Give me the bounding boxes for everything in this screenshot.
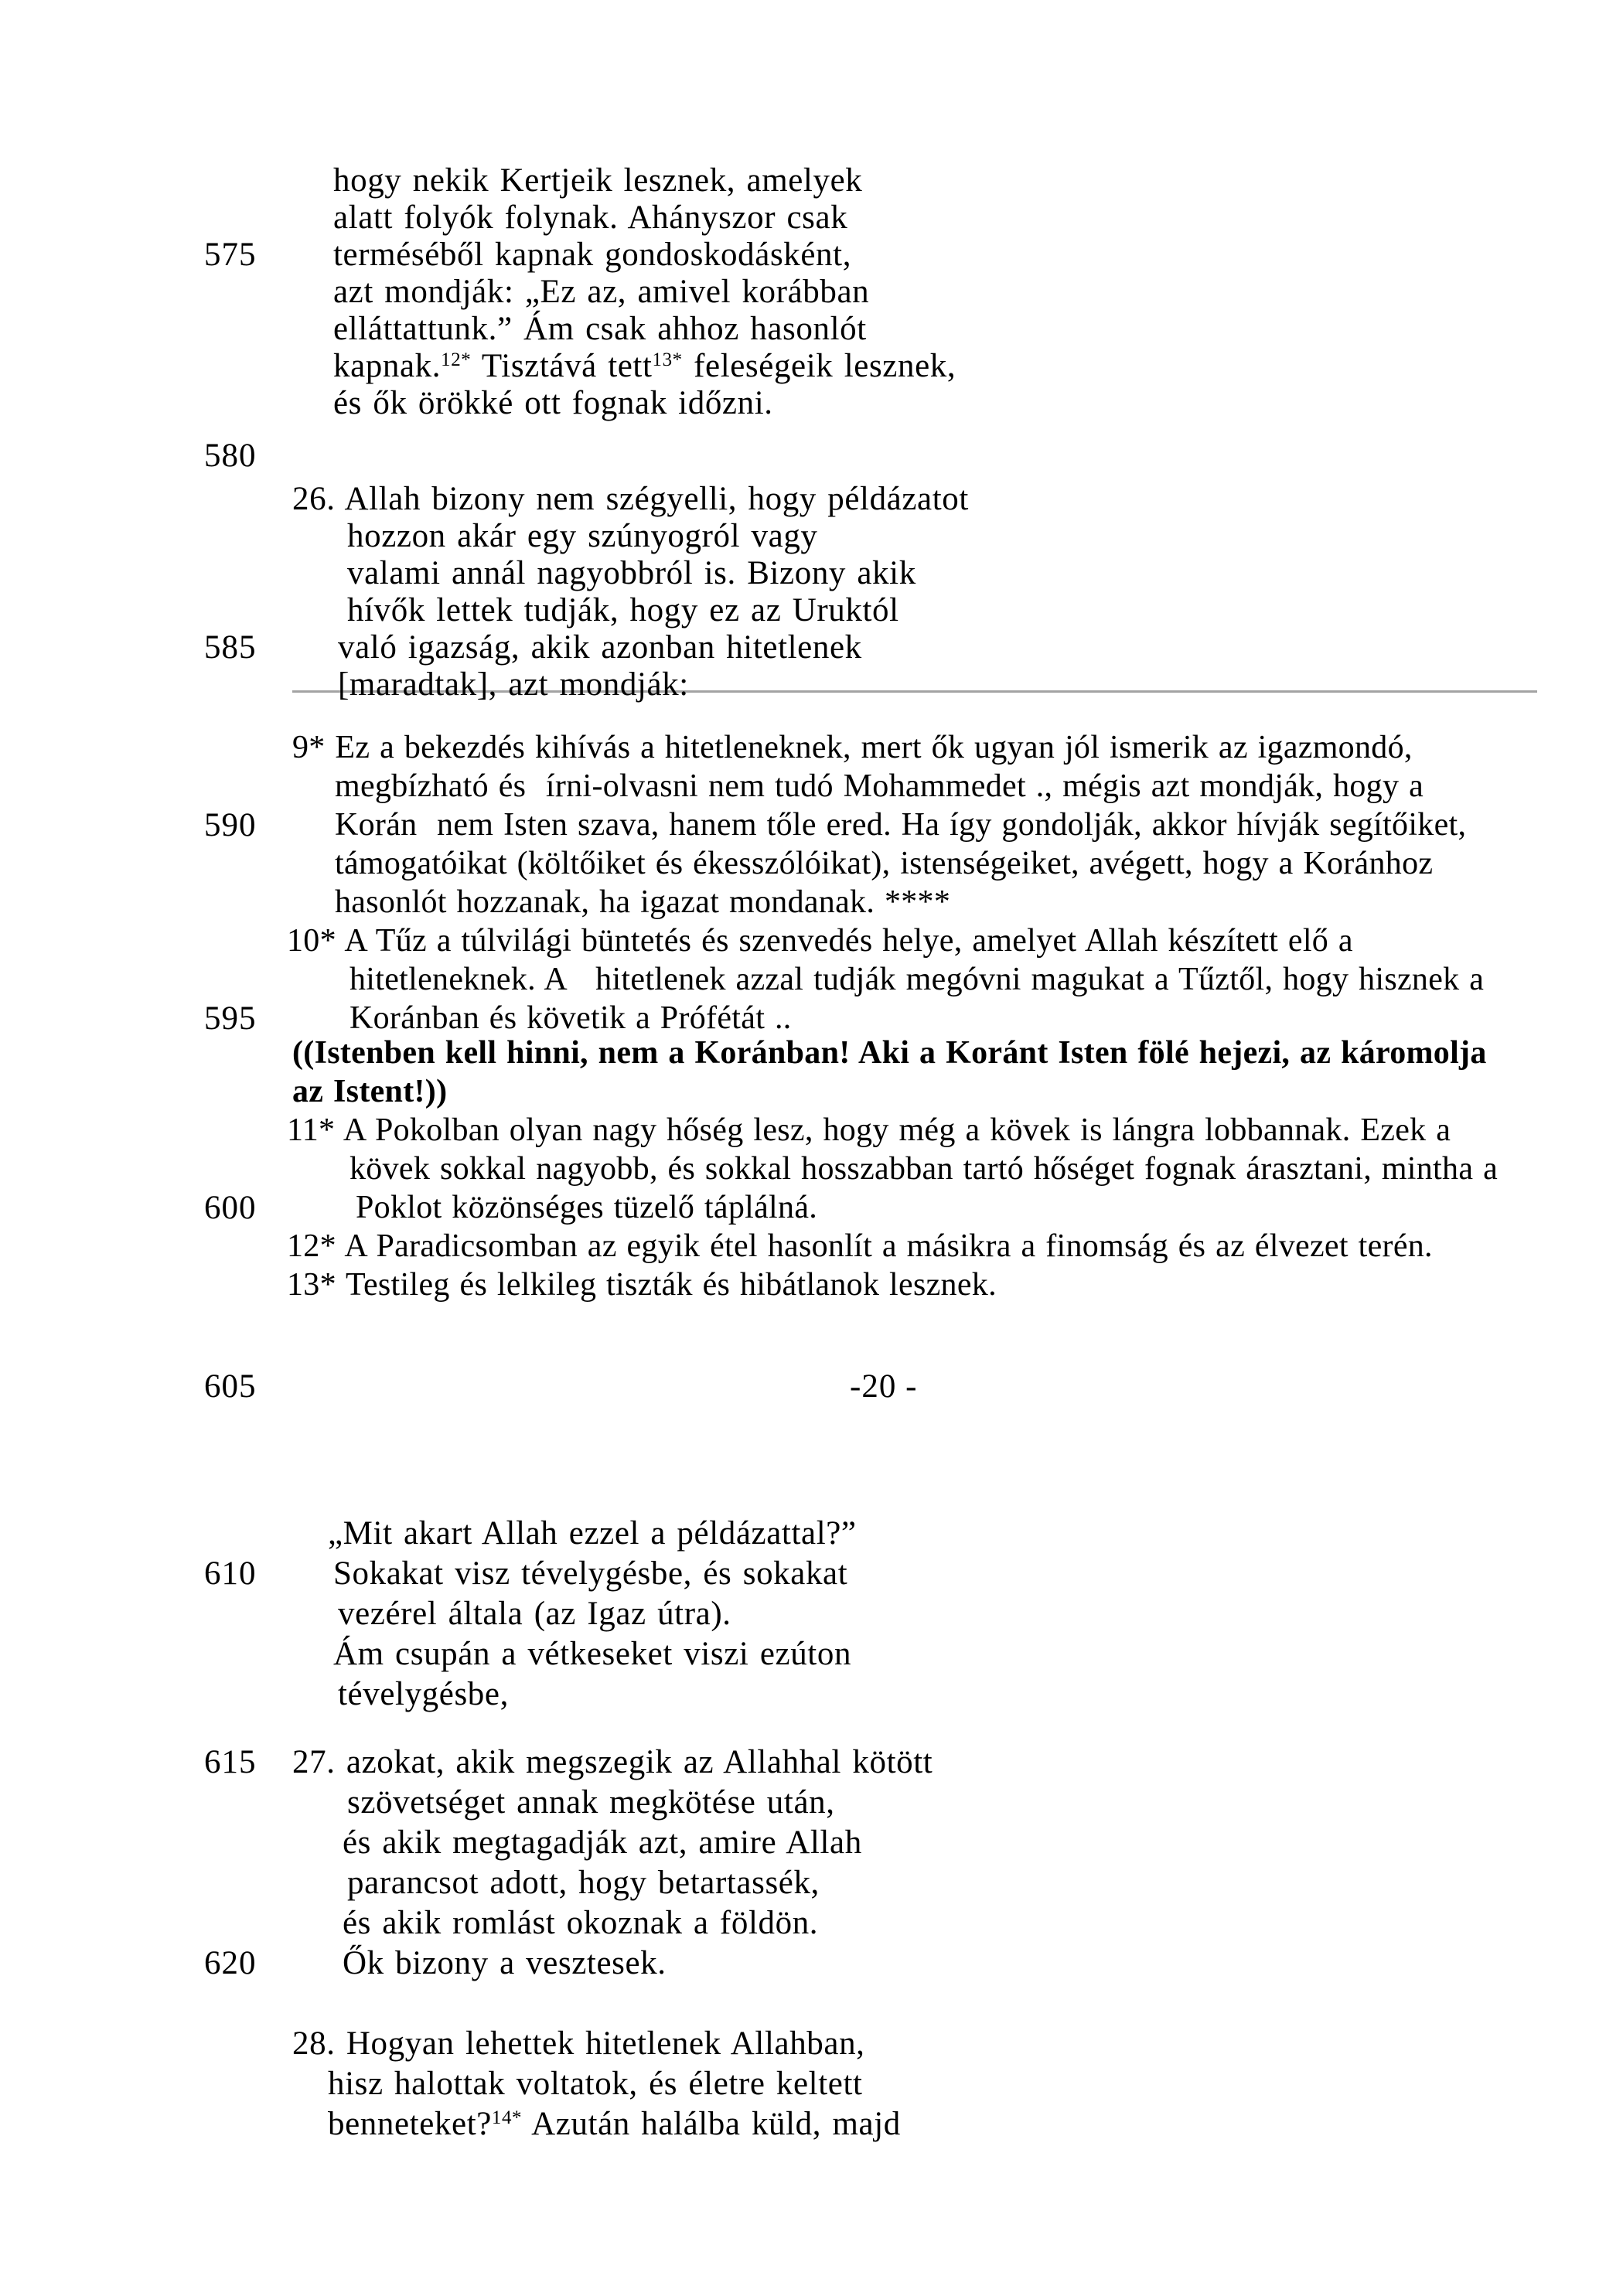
commentary-line: az Istent!)) [292,1074,448,1109]
verse28-line: hisz halottak voltatok, és életre keltett [328,2066,863,2102]
verse25-line: azt mondják: „Ez az, amivel korábban [333,274,870,310]
verse25-line: alatt folyók folynak. Ahányszor csak [333,199,848,236]
commentary-line: ((Istenben kell hinni, nem a Koránban! Aki a Koránt Isten fölé hejezi, az káromolja [292,1035,1487,1071]
footnote-line: kövek sokkal nagyobb, és sokkal hosszabban tartó hőséget fognak árasztani, mintha a [349,1151,1499,1187]
footnote-line: hasonlót hozzanak, ha igazat mondanak. **** [335,884,951,920]
verse26-line: 26. Allah bizony nem szégyelli, hogy példázatot [292,481,969,517]
quote-line: Sokakat visz tévelygésbe, és sokakat [333,1555,848,1592]
footnote-line: megbízható és írni-olvasni nem tudó Mohammedet ., mégis azt mondják, hogy a [335,768,1424,804]
verse25-line: terméséből kapnak gondoskodásként, [333,237,852,273]
quote-line: Ám csupán a vétkeseket viszi ezúton [333,1636,852,1672]
footnote-line: 12* A Paradicsomban az egyik étel hasonlít a másikra a finomság és az élvezet terén. [287,1228,1433,1264]
verse26-line: hívők lettek tudják, hogy ez az Uruktól [347,592,899,629]
verse27-line: és akik megtagadják azt, amire Allah [343,1824,862,1861]
margin-line-number: 610 [204,1555,257,1592]
verse28-line: 28. Hogyan lehettek hitetlenek Allahban, [292,2025,865,2062]
margin-line-number: 595 [204,1000,257,1037]
margin-line-number: 600 [204,1190,257,1226]
verse27-line: és akik romlást okoznak a földön. [343,1905,819,1941]
footnote-line: 13* Testileg és lelkileg tiszták és hibátlanok lesznek. [287,1267,997,1303]
margin-line-number: 620 [204,1945,257,1981]
footnote-line: 11* A Pokolban olyan nagy hőség lesz, hogy még a kövek is lángra lobbannak. Ezek a [287,1112,1451,1148]
footnote-reference: 14* [491,2107,523,2129]
quote-line: „Mit akart Allah ezzel a példázattal?” [328,1515,857,1552]
verse25-line: hogy nekik Kertjeik lesznek, amelyek [333,162,863,199]
verse26-line: való igazság, akik azonban hitetlenek [338,629,862,666]
verse25-line: és ők örökké ott fognak időzni. [333,385,773,421]
verse25-line: elláttattunk.” Ám csak ahhoz hasonlót [333,311,867,347]
verse25-line: kapnak.$^{12*}$ Tisztává tett$^{13*}$ feleségeik lesznek, [333,348,956,384]
verse26-line: hozzon akár egy szúnyogról vagy [347,518,818,554]
footnote-line: 10* A Tűz a túlvilági büntetés és szenvedés helye, amelyet Allah készített elő a [287,923,1353,959]
verse27-line: 27. azokat, akik megszegik az Allahhal kötött [292,1744,933,1780]
footnote-reference: 12* [441,349,472,371]
footnote-line: Korán nem Isten szava, hanem tőle ered. Ha így gondolják, akkor hívják segítőiket, [335,807,1467,843]
quote-line: tévelygésbe, [338,1676,509,1712]
footnote-line: 9* Ez a bekezdés kihívás a hitetleneknek, mert ők ugyan jól ismerik az igazmondó, [292,730,1413,765]
verse27-line: parancsot adott, hogy betartassék, [347,1865,820,1901]
footnote-line: Koránban és követik a Prófétát .. [349,1000,792,1036]
footnote-line: hitetleneknek. A hitetlenek azzal tudják megóvni magukat a Tűztől, hogy hisznek a [349,962,1485,997]
margin-line-number: 575 [204,237,257,273]
quote-line: vezérel általa (az Igaz útra). [338,1596,731,1632]
verse27-line: Ők bizony a vesztesek. [343,1945,667,1981]
margin-line-number: 615 [204,1744,257,1780]
verse26-line: [maradtak], azt mondják: [338,666,689,703]
margin-line-number: 585 [204,629,257,666]
footnote-line: támogatóikat (költőiket és ékesszólóikat), istenségeiket, avégett, hogy a Koránhoz [335,846,1434,881]
margin-line-number: 590 [204,807,257,843]
verse28-line: benneteket?$^{14*}$ Azután halálba küld, majd [328,2106,901,2142]
page-number: -20 - [850,1368,918,1405]
verse27-line: szövetséget annak megkötése után, [347,1784,835,1821]
margin-line-number: 605 [204,1368,257,1405]
verse26-line: valami annál nagyobbról is. Bizony akik [347,555,916,591]
margin-line-number: 580 [204,438,257,474]
footnote-line: Poklot közönséges tüzelő táplálná. [356,1190,818,1225]
footnote-reference: 13* [652,349,683,371]
